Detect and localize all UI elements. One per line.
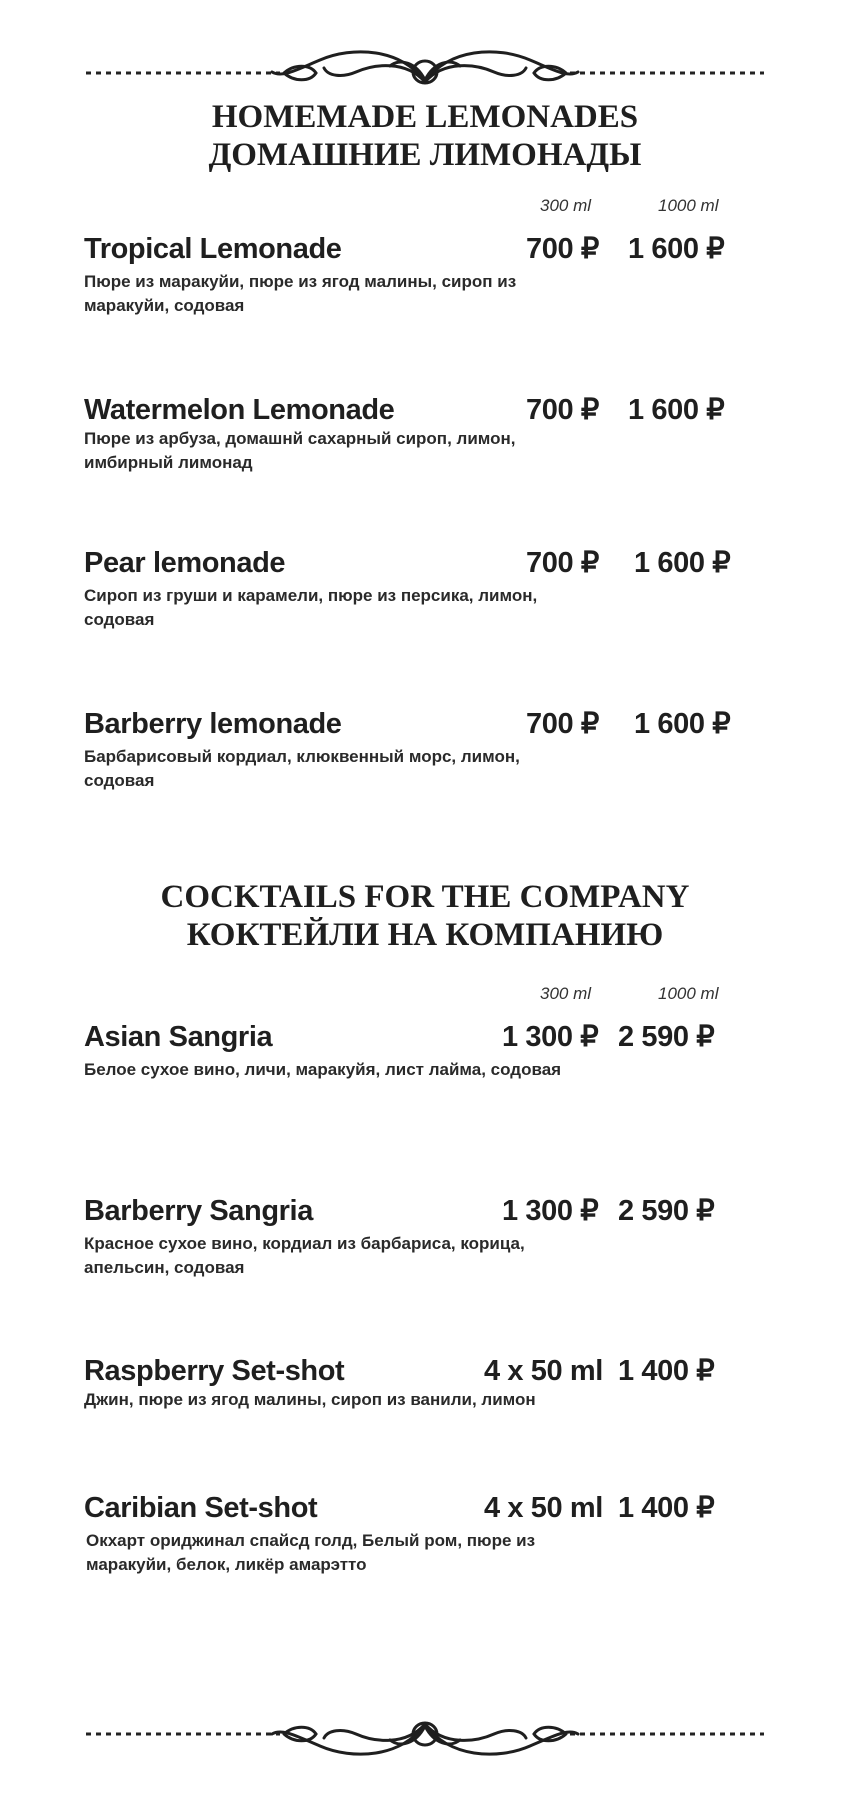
volume-small-label: 300 ml: [540, 984, 592, 1003]
volume-large-label: 1000 ml: [658, 984, 719, 1003]
price-small: 700 ₽: [526, 547, 599, 579]
item-name: Raspberry Set-shot: [84, 1355, 345, 1387]
flourish-divider-icon: [84, 42, 766, 88]
menu-item-asian-sangria: [0, 1020, 850, 1150]
item-description: Красное сухое вино, кордиал из барбариса, корица, апельсин, содовая: [84, 1234, 525, 1277]
item-description: Сироп из груши и карамели, пюре из персика, лимон, содовая: [84, 586, 538, 629]
volume-large-label: 1000 ml: [658, 196, 719, 215]
section-title-cocktails: [0, 878, 850, 954]
menu-item-barberry-lemonade: [0, 707, 850, 837]
price-small: 4 x 50 ml: [484, 1355, 603, 1387]
item-description: Джин, пюре из ягод малины, сироп из ванили, лимон: [84, 1390, 536, 1409]
item-name: Barberry lemonade: [84, 708, 342, 740]
price-large: 2 590 ₽: [618, 1195, 715, 1227]
item-description: Пюре из маракуйи, пюре из ягод малины, сироп из маракуйи, содовая: [84, 272, 517, 315]
item-description: Белое сухое вино, личи, маракуйя, лист лайма, содовая: [84, 1060, 562, 1079]
price-large: 1 400 ₽: [618, 1355, 715, 1387]
menu-item-raspberry-set-shot: [0, 1354, 850, 1484]
price-small: 1 300 ₽: [502, 1021, 599, 1053]
price-large: 1 400 ₽: [618, 1492, 715, 1524]
price-small: 1 300 ₽: [502, 1195, 599, 1227]
item-name: Asian Sangria: [84, 1021, 273, 1053]
price-small: 700 ₽: [526, 233, 599, 265]
item-description: Пюре из арбуза, домашнй сахарный сироп, лимон, имбирный лимонад: [84, 429, 516, 472]
section-title-en: COCKTAILS FOR THE COMPANY: [160, 879, 690, 915]
item-name: Watermelon Lemonade: [84, 394, 395, 426]
price-small: 4 x 50 ml: [484, 1492, 603, 1524]
section-title-en: HOMEMADE LEMONADES: [211, 99, 639, 135]
item-description: Барбарисовый кордиал, клюквенный морс, лимон, содовая: [84, 747, 520, 790]
price-small: 700 ₽: [526, 394, 599, 426]
section-title-ru: ДОМАШНИЕ ЛИМОНАДЫ: [208, 137, 642, 173]
menu-item-tropical-lemonade: [0, 232, 850, 362]
price-large: 1 600 ₽: [634, 547, 731, 579]
section-title-ru: КОКТЕЙЛИ НА КОМПАНИЮ: [186, 917, 664, 953]
price-large: 1 600 ₽: [628, 233, 725, 265]
price-small: 700 ₽: [526, 708, 599, 740]
item-description: Окхарт ориджинал спайсд голд, Белый ром, пюре из маракуйи, белок, ликёр амарэтто: [86, 1531, 536, 1574]
item-name: Pear lemonade: [84, 547, 286, 579]
volume-small-label: 300 ml: [540, 196, 592, 215]
price-large: 1 600 ₽: [628, 394, 725, 426]
item-name: Barberry Sangria: [84, 1195, 313, 1227]
menu-item-barberry-sangria: [0, 1194, 850, 1324]
flourish-divider-icon: [84, 1718, 766, 1764]
menu-item-watermelon-lemonade: [0, 393, 850, 523]
price-large: 2 590 ₽: [618, 1021, 715, 1053]
price-large: 1 600 ₽: [634, 708, 731, 740]
item-name: Tropical Lemonade: [84, 233, 342, 265]
menu-item-pear-lemonade: [0, 546, 850, 676]
menu-item-caribian-set-shot: [0, 1491, 850, 1621]
item-name: Caribian Set-shot: [84, 1492, 318, 1524]
section-title-lemonades: [0, 98, 850, 174]
